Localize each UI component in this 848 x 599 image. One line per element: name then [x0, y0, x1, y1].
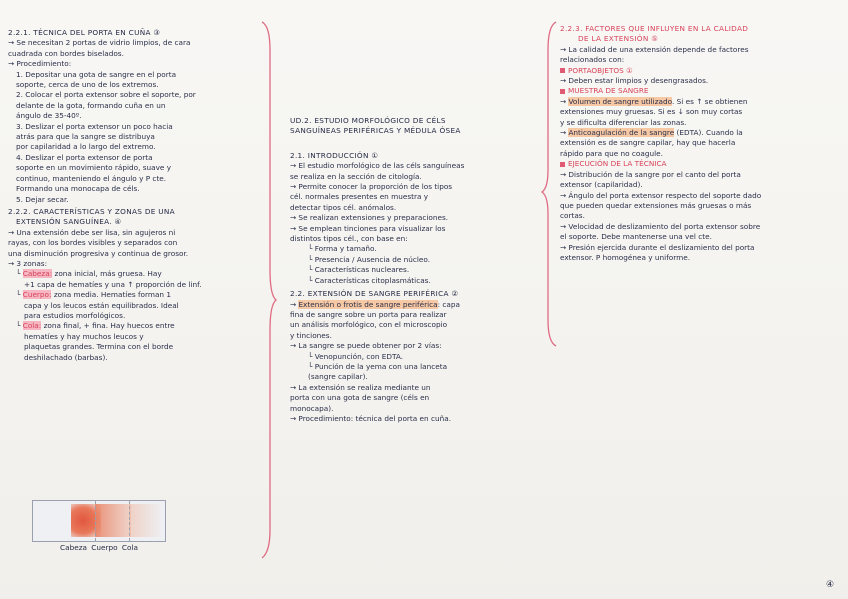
volume-line: extensiones muy gruesas. Si es ↓ son muy cortas — [560, 107, 743, 117]
section-2-2-2-title-line2: EXTENSIÓN SANGUÍNEA. ④ — [16, 217, 122, 227]
technique-line: → Presión ejercida durante el deslizamiento del porta — [560, 242, 755, 252]
left-bracket — [258, 20, 278, 560]
section-2-1-criteria — [290, 244, 552, 286]
section-2-1-line: distintos tipos cél., con base en: — [290, 234, 408, 244]
zone-body-line-3: para estudios morfológicos. — [24, 310, 126, 320]
technique-line: extensor. P homogénea y uniforme. — [560, 252, 691, 262]
factor-sample-heading: MUESTRA DE SANGRE — [560, 86, 840, 96]
technique-line: → Velocidad de deslizamiento del porta extensor sobre — [560, 221, 761, 231]
zone-tail-line-1: zona final, + fina. Hay huecos entre — [43, 321, 175, 331]
zone-head-line-1: zona inicial, más gruesa. Hay — [54, 269, 162, 279]
section-2-2-tail-line: porta con una gota de sangre (céls en — [290, 393, 430, 403]
section-2-2-first-line: → Extensión o frotis de sangre periférica: capa — [290, 299, 460, 309]
section-2-1-line: detectar tipos cél. anómalos. — [290, 202, 397, 212]
section-2-2-routes — [290, 352, 552, 383]
section-2-2-1-line: 1. Depositar una gota de sangre en el porta — [16, 69, 177, 79]
left-column — [8, 28, 266, 363]
section-2-2-1-line: Formando una monocapa de céls. — [16, 184, 140, 194]
zone-body-term: Cuerpo: — [22, 290, 52, 300]
section-2-2-1-line: 4. Deslizar el porta extensor de porta — [16, 152, 153, 162]
section-2-2-tail — [290, 383, 552, 425]
right-column — [560, 24, 840, 263]
intro-line: relacionados con: — [560, 55, 625, 65]
section-2-2-2-line: → 3 zonas: — [8, 258, 48, 268]
technique-line: → Ángulo del porta extensor respecto del soporte dado — [560, 190, 762, 200]
section-2-2-3-title-line2: DE LA EXTENSIÓN ⑤ — [578, 34, 659, 44]
criteria-item: └ Presencia / Ausencia de núcleo. — [308, 254, 431, 264]
zone-head-term: Cabeza: — [22, 269, 53, 279]
section-2-2-1-line: soporte, cerca de uno de los extremos. — [16, 80, 159, 90]
section-2-1-body — [290, 161, 552, 244]
factor-slides-heading: PORTAOBJETOS ① — [560, 66, 840, 76]
technique-line: que pueden quedar extensiones más gruesas o más — [560, 200, 752, 210]
section-2-2-1-line: ángulo de 35-40º. — [16, 111, 82, 121]
section-2-1-line: → Se emplean tinciones para visualizar los — [290, 223, 446, 233]
section-2-2-tail-line: → Procedimiento: técnica del porta en cuña. — [290, 413, 452, 423]
criteria-item: └ Características nucleares. — [308, 265, 410, 275]
section-2-2-line: y tinciones. — [290, 330, 332, 340]
section-2-2-2-line: rayas, con los bordes visibles y separados con — [8, 238, 178, 248]
section-2-2-1-body — [8, 38, 266, 205]
section-2-1-line: cél. normales presentes en muestra y — [290, 192, 429, 202]
factor-anticoag-line: → Anticoagulación de la sangre (EDTA). Cuando la — [560, 128, 743, 138]
section-2-2-1-title: 2.2.1. TÉCNICA DEL PORTA EN CUÑA ③ — [8, 28, 161, 37]
factor-technique-heading: EJECUCIÓN DE LA TÉCNICA — [560, 159, 840, 169]
section-2-2-1-line: → Procedimiento: — [8, 59, 72, 69]
zone-tail-line-3: plaquetas grandes. Termina con el borde — [24, 342, 174, 352]
section-2-2-2-body — [8, 228, 266, 270]
right-bracket — [540, 20, 560, 350]
route-item: └ Venopunción, con EDTA. — [308, 351, 404, 361]
zone-tail-line-4: deshilachado (barbas). — [24, 352, 108, 362]
section-2-2-1-line: 5. Dejar secar. — [16, 194, 69, 204]
zone-tail: └ Cola: zona final, + fina. Hay huecos entre hematíes y hay muchos leucos y plaquetas grandes. Termina con el borde deshilachado (barbas). — [8, 321, 266, 363]
technique-line: → Distribución de la sangre por el canto del porta — [560, 169, 741, 179]
section-2-2-1-line: soporte en un movimiento rápido, suave y — [16, 163, 172, 173]
blood-smear-drawing — [32, 500, 166, 542]
section-2-2-tail-line: monocapa). — [290, 403, 334, 413]
section-2-2-1-line: 2. Colocar el porta extensor sobre el soporte, por — [16, 90, 196, 100]
section-2-2-1-line: cuadrada con bordes biselados. — [8, 48, 124, 58]
smear-zone-labels: Cabeza Cuerpo Cola — [60, 543, 138, 552]
section-2-2-2-line: una disminución progresiva y continua de grosor. — [8, 248, 189, 258]
route-item: (sangre capilar). — [308, 372, 368, 382]
zone-body-line-2: capa y los leucos están equilibrados. Ideal — [24, 300, 179, 310]
page-number: ④ — [826, 580, 835, 590]
section-2-1-title: 2.1. INTRODUCCIÓN ① — [290, 150, 379, 160]
section-2-2-line: un análisis morfológico, con el microscopio — [290, 320, 448, 330]
zone-tail-line-2: hematíes y hay muchos leucos y — [24, 331, 144, 341]
section-2-2-title: 2.2. EXTENSIÓN DE SANGRE PERIFÉRICA ② — [290, 289, 459, 299]
section-2-2-1-line: → Se necesitan 2 portas de vidrio limpios, de cara — [8, 38, 191, 48]
section-2-1-line: → Permite conocer la proporción de los tipos — [290, 182, 453, 192]
route-item: └ Punción de la yema con una lanceta — [308, 361, 448, 371]
square-bullet-icon — [560, 68, 565, 73]
volume-line: y se dificulta diferenciar las zonas. — [560, 117, 687, 127]
zone-body: └ Cuerpo: zona media. Hematíes forman 1 capa y los leucos están equilibrados. Ideal para estudios morfológicos. — [8, 290, 266, 321]
factor-slides-body — [560, 76, 840, 86]
section-2-2-1-line: continuo, manteniendo el ángulo y P cte. — [16, 173, 167, 183]
anticoag-line: rápido para que no coagule. — [560, 148, 663, 158]
square-bullet-icon — [560, 89, 565, 94]
section-2-2-3-title-line1: 2.2.3. FACTORES QUE INFLUYEN EN LA CALIDAD — [560, 24, 749, 33]
zone-head-line-2: +1 capa de hematíes y una ↑ proporción de linf. — [24, 279, 202, 289]
section-2-1-line: → El estudio morfológico de las céls sanguíneas — [290, 161, 465, 171]
anticoag-line: extensión es de sangre capilar, hay que hacerla — [560, 138, 736, 148]
highlight-volume: Volumen de sangre utilizado — [568, 96, 672, 106]
middle-column — [290, 116, 552, 424]
technique-line: extensor (capilaridad). — [560, 180, 643, 190]
section-2-1-line: se realiza en la sección de citología. — [290, 171, 422, 181]
factor-anticoag-body — [560, 138, 840, 159]
section-2-2-3-intro — [560, 45, 840, 66]
unit-title-line2: SANGUÍNEAS PERIFÉRICAS Y MÉDULA ÓSEA — [290, 126, 461, 136]
section-2-2-2-line: → Una extensión debe ser lisa, sin agujeros ni — [8, 227, 176, 237]
highlight-frotis: Extensión o frotis de sangre periférica — [298, 299, 438, 309]
section-2-2-1-line: por capilaridad a lo largo del extremo. — [16, 142, 156, 152]
section-2-1-line: → Se realizan extensiones y preparaciones. — [290, 213, 449, 223]
criteria-item: └ Forma y tamaño. — [308, 244, 377, 254]
section-2-2-1-line: atrás para que la sangre se distribuya — [16, 132, 155, 142]
intro-line: → La calidad de una extensión depende de factores — [560, 44, 749, 54]
zone-tail-term: Cola: — [22, 321, 42, 331]
criteria-item: └ Características citoplasmáticas. — [308, 275, 431, 285]
technique-line: cortas. — [560, 211, 585, 221]
section-2-2-body — [290, 310, 552, 352]
section-2-2-tail-line: → La extensión se realiza mediante un — [290, 382, 431, 392]
factor-volume-body — [560, 107, 840, 128]
factor-technique-body — [560, 170, 840, 264]
zone-body-line-1: zona media. Hematíes forman 1 — [53, 290, 172, 300]
zone-head: └ Cabeza: zona inicial, más gruesa. Hay +1 capa de hematíes y una ↑ proporción de linf. — [8, 269, 266, 290]
section-2-2-2-title-line1: 2.2.2. CARACTERÍSTICAS Y ZONAS DE UNA — [8, 206, 175, 216]
highlight-anticoag: Anticoagulación de la sangre — [568, 128, 675, 138]
factor-volume-line: → Volumen de sangre utilizado. Si es ↑ se obtienen — [560, 96, 748, 106]
unit-title-line1: UD.2. ESTUDIO MORFOLÓGICO DE CÉLS — [290, 116, 446, 125]
section-2-2-1-line: delante de la gota, formando cuña en un — [16, 100, 166, 110]
section-2-2-1-line: 3. Deslizar el porta extensor un poco hacia — [16, 121, 173, 131]
technique-line: el soporte. Debe mantenerse una vel cte. — [560, 232, 712, 242]
section-2-2-line: fina de sangre sobre un porta para realizar — [290, 309, 447, 319]
slides-line: → Deben estar limpios y desengrasados. — [560, 76, 709, 86]
section-2-2-line: → La sangre se puede obtener por 2 vías: — [290, 341, 442, 351]
square-bullet-icon — [560, 162, 565, 167]
